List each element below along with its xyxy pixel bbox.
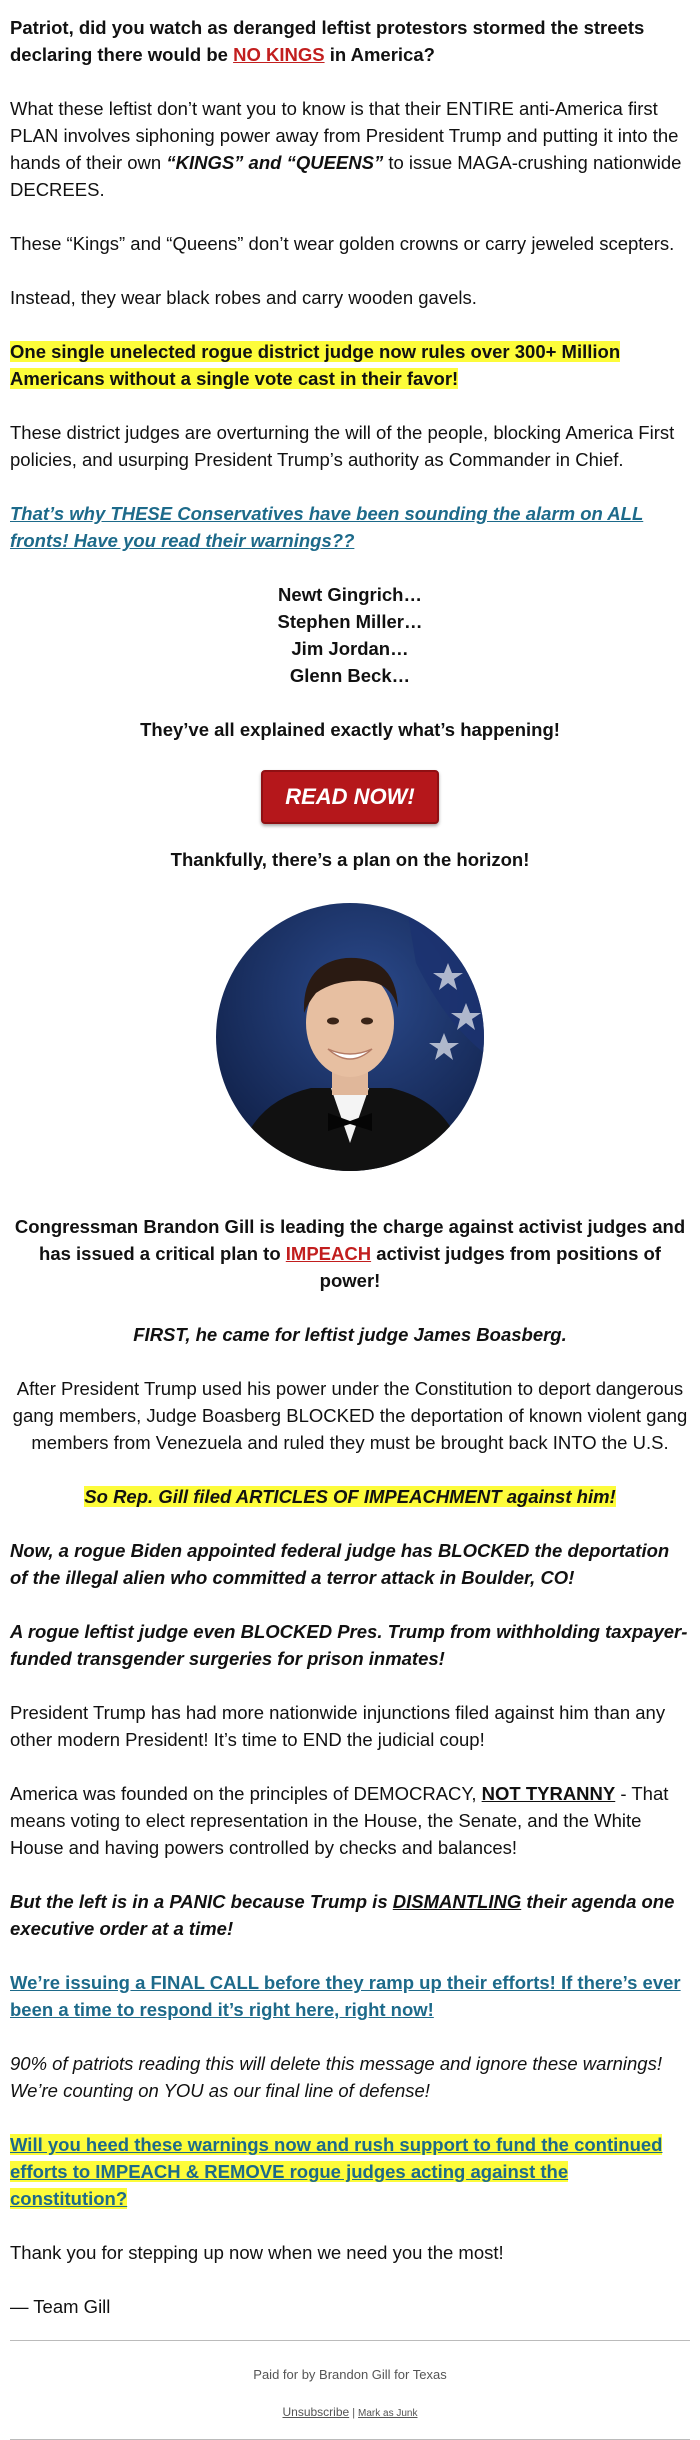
highlight-judge: One single unelected rogue district judge now rules over 300+ Million Americans without a single vote cast in their favor! [10,341,621,389]
after-text: After President Trump used his power under the Constitution to deport dangerous gang members, Judge Boasberg BLOCKED the deportation of known violent gang members from Venezuela and ruled they must be brought back INTO the U.S. [12,1378,688,1453]
founded-text: America was founded on the principles of DEMOCRACY, NOT TYRANNY - That means voting to elect representation in the House, the Senate, and the White House and having powers controlled by checks and balances! [10,1783,669,1858]
paragraph-district-judges: These district judges are overturning the will of the people, blocking America First policies, and usurping President Trump’s authority as Commander in Chief. [10,422,675,470]
filed-text: So Rep. Gill filed ARTICLES OF IMPEACHMENT against him! [84,1486,616,1507]
final-call-link[interactable]: We’re issuing a FINAL CALL before they ramp up their efforts! If there’s ever been a time to respond it’s right here, right now! [10,1972,681,2020]
thanks-text: Thank you for stepping up now when we need you the most! [10,2242,504,2263]
name-item: Stephen Miller… [277,611,423,632]
footer: Paid for by Brandon Gill for Texas Unsubscribe | Mark as Junk [10,2341,690,2439]
read-now-button[interactable]: READ NOW! [261,770,439,824]
first-text: FIRST, he came for leftist judge James Boasberg. [133,1324,567,1345]
name-item: Glenn Beck… [289,665,411,686]
paragraph-robes: Instead, they wear black robes and carry wooden gavels. [10,287,477,308]
paragraph-crowns: These “Kings” and “Queens” don’t wear golden crowns or carry jeweled scepters. [10,233,675,254]
now-text: Now, a rogue Biden appointed federal judge has BLOCKED the deportation of the illegal alien who committed a terror attack in Boulder, CO! [10,1540,670,1588]
no-kings-link[interactable]: NO KINGS [233,44,325,65]
panic-text: But the left is in a PANIC because Trump is DISMANTLING their agenda one executive order at a time! [10,1891,675,1939]
heed-link[interactable]: Will you heed these warnings now and rush support to fund the continued efforts to IMPEACH & REMOVE rogue judges acting against the constitution? [10,2134,663,2209]
unsubscribe-link[interactable]: Unsubscribe [282,2405,350,2419]
plan-text: Thankfully, there’s a plan on the horizon! [170,849,530,870]
intro-text: Patriot, did you watch as deranged leftist protestors stormed the streets declaring there would be NO KINGS in America? [10,17,645,65]
paragraph-kings: What these leftist don’t want you to know is that their ENTIRE anti-America first PLAN involves siphoning power away from President Trump and putting it into the hands of their own “KINGS” and “QUEENS” to issue MAGA-crushing nationwide DECREES. [10,98,682,200]
mark-as-junk-link[interactable]: Mark as Junk [358,2408,418,2419]
name-item: Newt Gingrich… [278,584,422,605]
name-item: Jim Jordan… [291,638,409,659]
injunctions-text: President Trump has had more nationwide injunctions filed against him than any other modern President! It’s time to END the judicial coup! [10,1702,666,1750]
gill-text: Congressman Brandon Gill is leading the charge against activist judges and has issued a critical plan to IMPEACH activist judges from positions of power! [14,1216,686,1291]
signature: — Team Gill [10,2296,111,2317]
warnings-link[interactable]: That’s why THESE Conservatives have been sounding the alarm on ALL fronts! Have you read their warnings?? [10,503,644,551]
explained-text: They’ve all explained exactly what’s happening! [140,719,560,740]
paid-for-text: Paid for by Brandon Gill for Texas [253,2367,447,2382]
ninety-text: 90% of patriots reading this will delete this message and ignore these warnings! We’re counting on YOU as our final line of defense! [10,2053,662,2101]
names-list [10,581,690,689]
rogue-text: A rogue leftist judge even BLOCKED Pres. Trump from withholding taxpayer-funded transgender surgeries for prison inmates! [10,1621,688,1669]
brandon-gill-photo [216,903,484,1171]
impeach-link[interactable]: IMPEACH [285,1243,372,1264]
